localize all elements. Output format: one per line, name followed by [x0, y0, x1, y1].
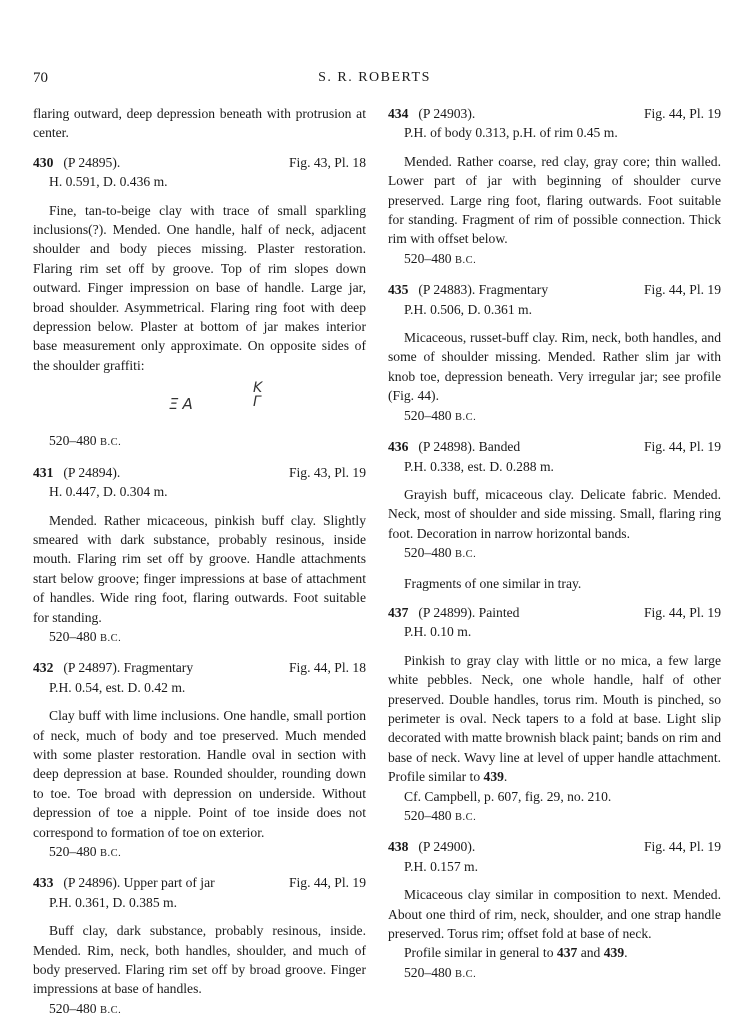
figure-reference: Fig. 44, Pl. 19 [643, 282, 721, 298]
date [388, 406, 721, 427]
date [388, 543, 721, 564]
graffiti-right-top: Κ [253, 380, 263, 397]
entry-437 [388, 603, 721, 827]
date [33, 627, 366, 648]
description: Mended. Rather coarse, red clay, gray core; thin walled. Lower part of jar with beginning of shoulder curve preserved. Large ring foot, flaring outwards. Foot suitable for standing. Fragment of rim of possible connection. Thick rim with offset below. [388, 153, 721, 247]
graffiti-right-bottom: Γ [253, 394, 261, 411]
date-range: 520–480 [49, 628, 97, 644]
entry-438 [388, 837, 721, 984]
entry-header [388, 837, 721, 856]
description [388, 651, 721, 787]
entry-header [33, 658, 366, 677]
date [33, 999, 366, 1020]
right-column [388, 104, 721, 984]
dimensions: P.H. 0.361, D. 0.385 m. [49, 894, 178, 910]
entry-430 [33, 153, 366, 453]
date-range: 520–480 [49, 844, 97, 859]
date-era: B.C. [99, 437, 122, 449]
dimensions: P.H. 0.506, D. 0.361 m. [404, 301, 533, 317]
inventory-number: (P 24895). [63, 154, 121, 170]
date-range: 520–480 [49, 1000, 97, 1016]
intro-text: flaring outward, deep depression beneath with protrusion at center. [33, 106, 366, 141]
date-era: B.C. [99, 848, 122, 859]
date-range: 520–480 [404, 407, 452, 423]
entry-header [33, 153, 366, 172]
date-era: B.C. [454, 549, 477, 561]
date-range: 520–480 [404, 808, 452, 823]
entry-435 [388, 280, 721, 427]
dimensions: P.H. of body 0.313, p.H. of rim 0.45 m. [404, 125, 618, 141]
conjunction: and [580, 945, 601, 961]
graffiti-right [253, 381, 262, 409]
figure-reference: Fig. 43, Pl. 18 [288, 154, 366, 170]
date-era: B.C. [99, 1004, 122, 1016]
description: Micaceous, russet-buff clay. Rim, neck, both handles, and some of shoulder missing. Mended. Rather slim jar with knob toe, depression beneath. Very irregular jar; see profile (Fig. 44). [388, 330, 721, 404]
figure-reference: Fig. 44, Pl. 19 [643, 106, 721, 121]
entry-header [388, 104, 721, 123]
entry-431 [33, 463, 366, 649]
entry-433 [33, 873, 366, 1020]
left-column [33, 104, 366, 1020]
entry-header [388, 603, 721, 622]
page-number: 70 [33, 70, 48, 86]
graffiti-drawing [33, 375, 366, 431]
dimensions: P.H. 0.10 m. [404, 624, 472, 640]
profile-text: Profile similar in general to [404, 945, 554, 961]
catalog-number: 433 [33, 875, 54, 891]
date [388, 806, 721, 827]
entry-432 [33, 658, 366, 863]
cross-reference: 439 [603, 945, 625, 961]
entry-header [388, 437, 721, 456]
description-text: Pinkish to gray clay with little or no mica, a few large white pebbles. Neck, one whole handle, half of other preserved. Double handles, torus rim. Mouth is pinched, so perimeter is oval. Neck tapers to a fold at base. Light slip decorated with matte brownish black paint; bands on rim and base of neck. Wavy line at level of upper handle attachment. Profile similar to [388, 652, 721, 785]
figure-reference: Fig. 44, Pl. 18 [288, 660, 366, 676]
inventory-number: (P 24899). Painted [418, 604, 520, 620]
inventory-number: (P 24900). [418, 839, 476, 855]
period: . [503, 769, 508, 785]
catalog-number: 435 [388, 282, 409, 298]
inventory-number: (P 24896). Upper part of jar [63, 875, 215, 891]
dimensions: H. 0.591, D. 0.436 m. [49, 174, 168, 190]
figure-reference: Fig. 43, Pl. 19 [288, 464, 366, 480]
catalog-number: 430 [33, 154, 54, 170]
running-head: S. R. ROBERTS [318, 70, 431, 85]
comparison: Cf. Campbell, p. 607, fig. 29, no. 210. [404, 788, 612, 804]
entry-header [33, 463, 366, 482]
date [388, 249, 721, 270]
description: Buff clay, dark substance, probably resinous, inside. Mended. Rim, neck, both handles, shoulder, and much of body preserved. Flaring rim set off by broad groove. Finger impressions at base of handles. [33, 923, 366, 997]
cross-reference: 439 [483, 769, 504, 785]
graffiti-left: ΞΑ [169, 395, 197, 414]
cross-reference: 437 [556, 945, 578, 961]
date [388, 963, 721, 984]
entry-header [33, 873, 366, 892]
figure-reference: Fig. 44, Pl. 19 [643, 604, 721, 620]
figure-reference: Fig. 44, Pl. 19 [643, 839, 721, 855]
catalog-number: 432 [33, 660, 54, 676]
description: Micaceous clay similar in composition to next. Mended. About one third of rim, neck, shoulder, and one strap handle preserved. Torus rim; offset fold at base of neck. [388, 887, 721, 942]
catalog-number: 434 [388, 106, 409, 121]
note: Fragments of one similar in tray. [404, 575, 582, 591]
date-range: 520–480 [404, 545, 452, 561]
date-era: B.C. [454, 968, 477, 980]
catalog-number: 437 [388, 604, 409, 620]
period: . [624, 945, 628, 961]
date-range: 520–480 [404, 250, 452, 266]
description: Fine, tan-to-beige clay with trace of small sparkling inclusions(?). Mended. One handle, half of neck, adjacent shoulder and body pieces missing. Plaster restoration. Flaring rim set off by groove. Top of rim slopes down outward. Finger impression on base of handle. Large jar, broad shoulder. Asymmetrical. Flaring ring foot with deep depression below. Plaster at bottom of jar makes interior base measurement only approximate. On opposite sides of the shoulder graffiti: [33, 202, 366, 373]
date-era: B.C. [454, 254, 477, 266]
catalog-number: 438 [388, 839, 409, 855]
inventory-number: (P 24897). Fragmentary [63, 660, 194, 676]
inventory-number: (P 24894). [63, 464, 121, 480]
inventory-number: (P 24883). Fragmentary [418, 282, 549, 298]
date [33, 431, 366, 452]
date-range: 520–480 [404, 964, 452, 980]
figure-reference: Fig. 44, Pl. 19 [643, 439, 721, 455]
description: Grayish buff, micaceous clay. Delicate fabric. Mended. Neck, most of shoulder and side missing. Small, flaring ring foot. Decoration in narrow horizontal bands. [388, 486, 721, 541]
entry-434 [388, 104, 721, 270]
catalog-number: 436 [388, 439, 409, 455]
dimensions: H. 0.447, D. 0.304 m. [49, 484, 168, 500]
date [33, 842, 366, 863]
description: Clay buff with lime inclusions. One handle, small portion of neck, much of body and toe preserved. Much mended with some plaster restoration. Handle oval in section with deep depression at base. Rounded shoulder, rounding down to toe. Toe broad with depression on underside. Without depression of toe a nipple. Point of toe inside does not correspond to formation of toe on exterior. [33, 708, 366, 840]
date-era: B.C. [99, 632, 122, 644]
inventory-number: (P 24903). [418, 106, 476, 121]
date-era: B.C. [454, 411, 477, 423]
entry-436 [388, 437, 721, 593]
date-range: 520–480 [49, 433, 97, 449]
description: Mended. Rather micaceous, pinkish buff clay. Slightly smeared with dark substance, probably resinous, inside mouth. Flaring rim set off by groove. Handle attachments start below groove; finger impressions at base of attachment of handles. Wide ring foot, flaring outwards. Foot suitable for standing. [33, 512, 366, 625]
dimensions: P.H. 0.157 m. [404, 858, 479, 874]
dimensions: P.H. 0.338, est. D. 0.288 m. [404, 458, 554, 474]
catalog-number: 431 [33, 464, 54, 480]
profile-note [388, 943, 721, 962]
inventory-number: (P 24898). Banded [418, 439, 521, 455]
dimensions: P.H. 0.54, est. D. 0.42 m. [49, 679, 186, 695]
date-era: B.C. [454, 812, 477, 823]
entry-header [388, 280, 721, 299]
figure-reference: Fig. 44, Pl. 19 [288, 875, 366, 891]
